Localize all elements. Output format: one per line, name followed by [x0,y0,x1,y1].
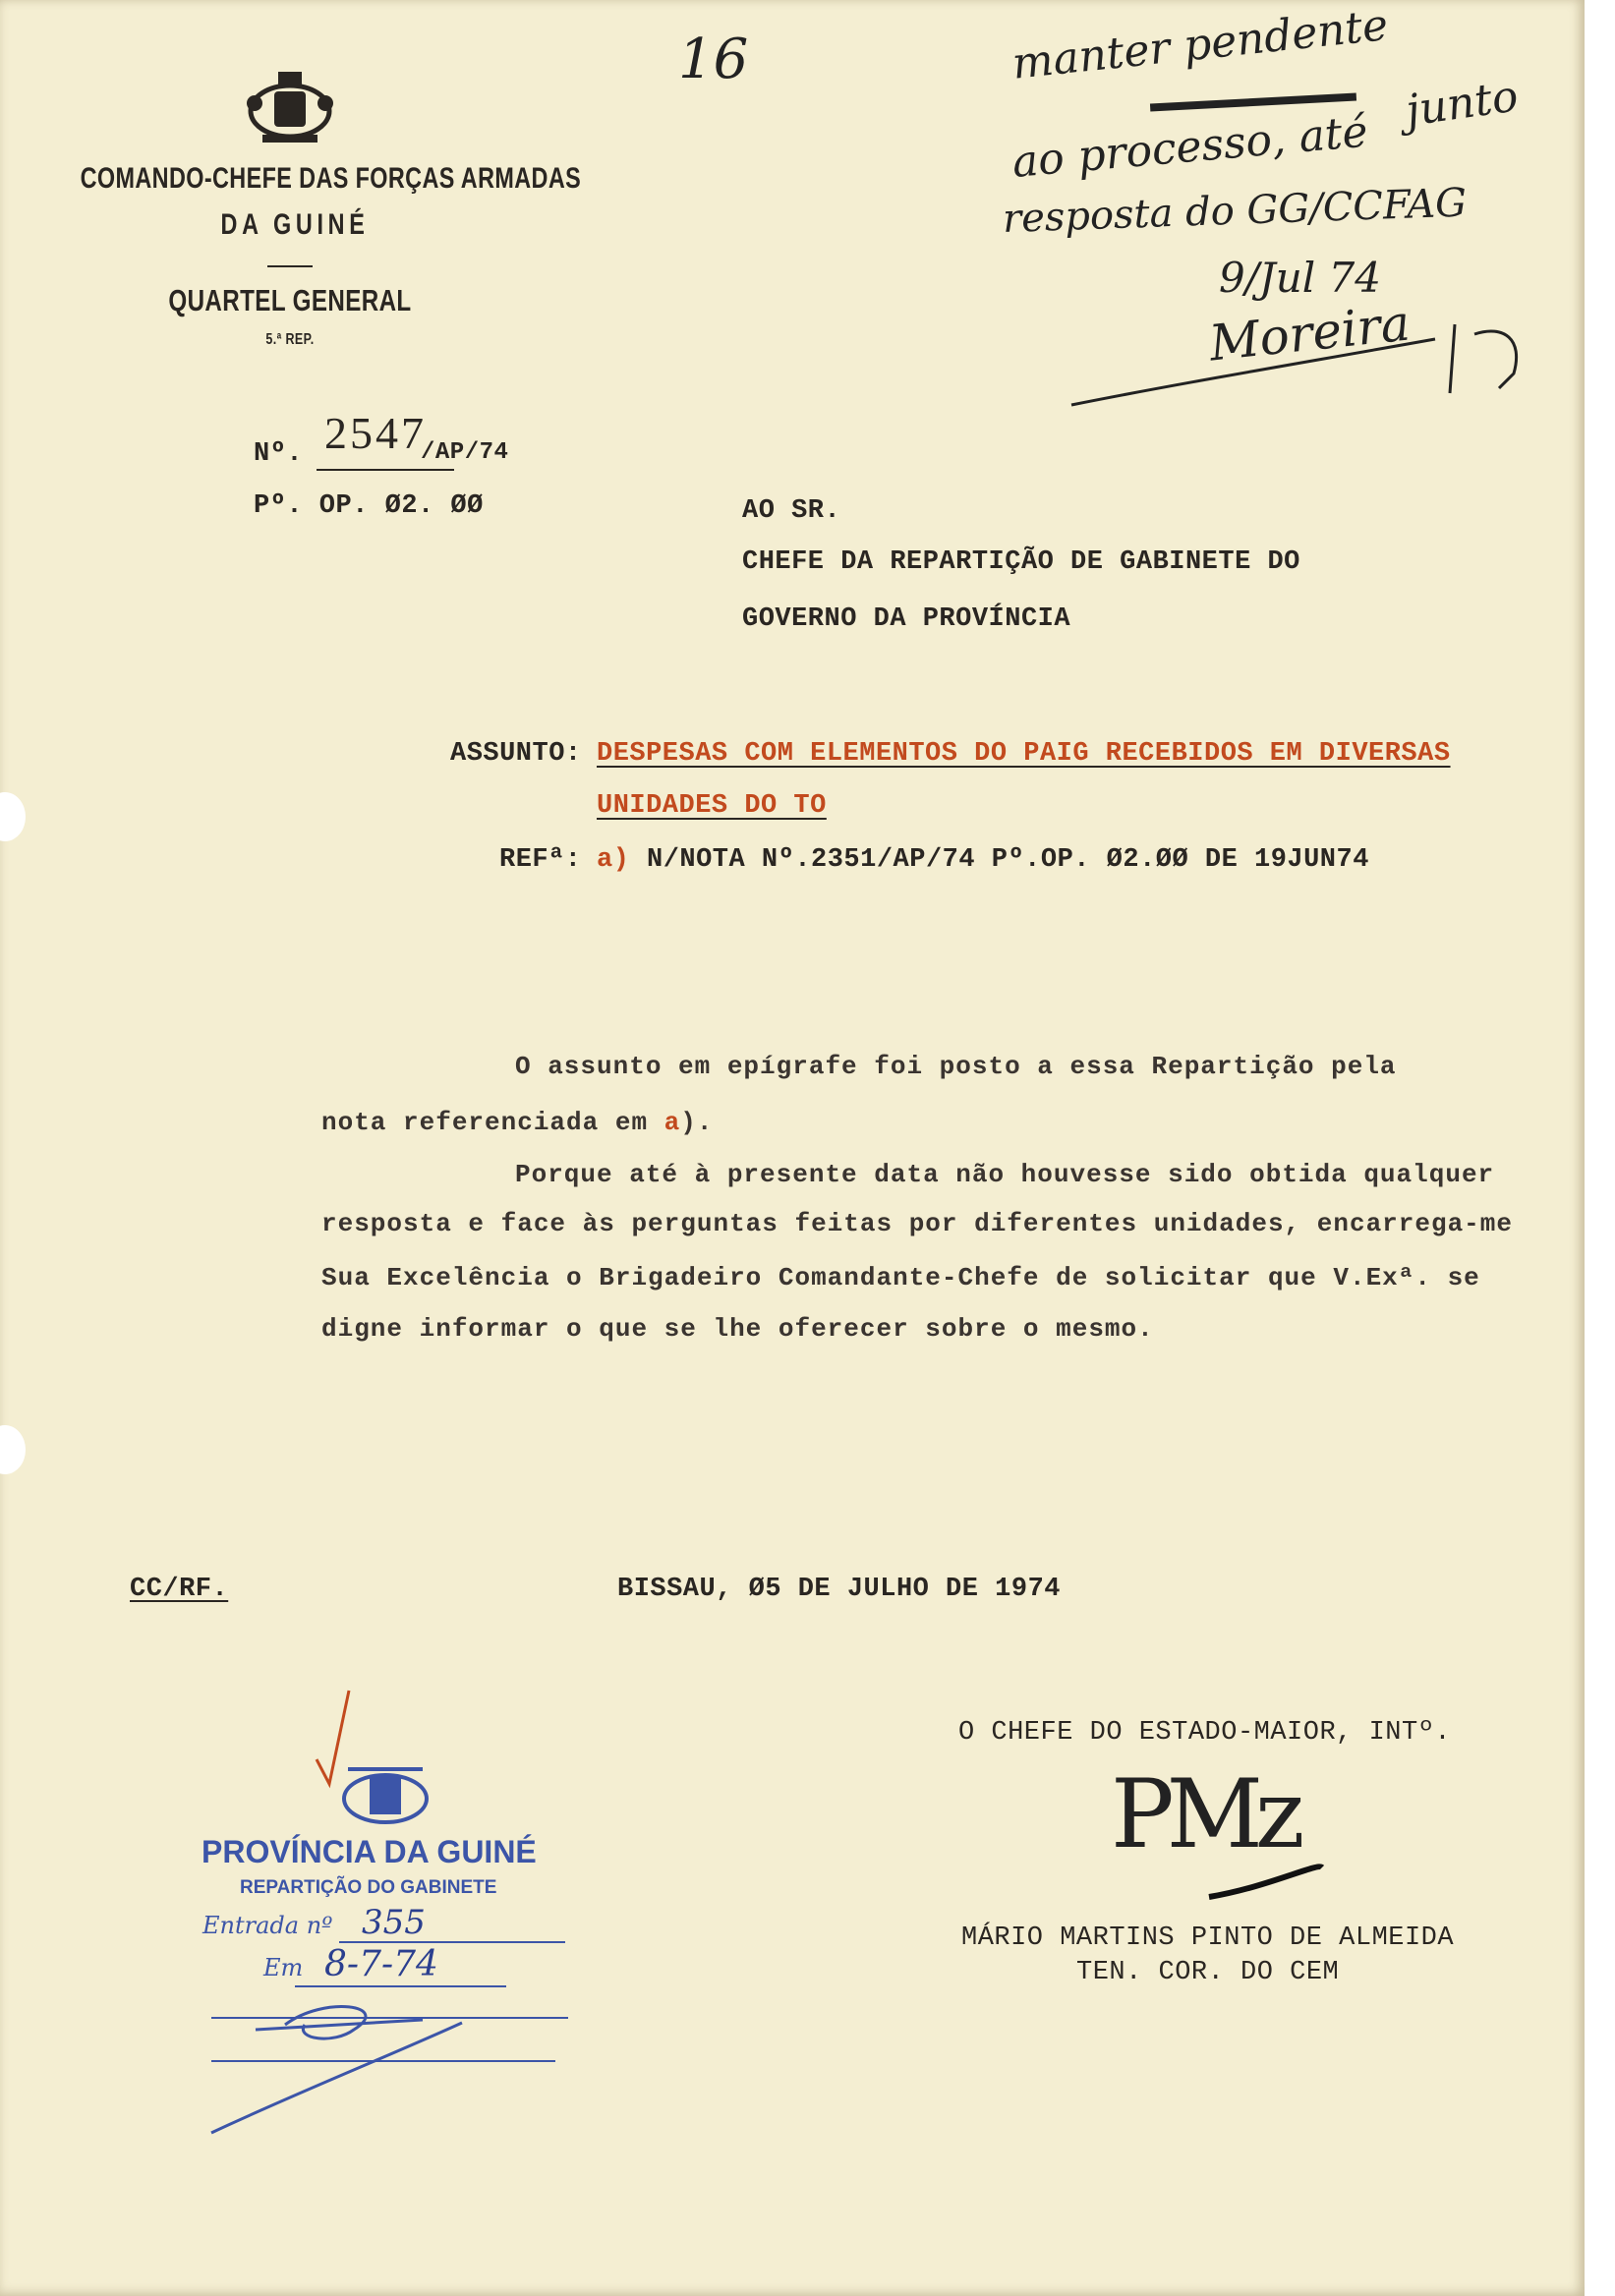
ref-marker: a) [597,845,630,875]
stamp-line2: REPARTIÇÃO DO GABINETE [240,1877,497,1898]
reference-number-label: Nº. [254,439,304,469]
body-p2-line2: resposta e face às perguntas feitas por diferentes unidades, encarrega-me [321,1209,1513,1238]
stamp-entry-number: 355 [362,1903,426,1942]
process-reference: Pº. OP. Ø2. ØØ [254,491,484,521]
body-p1-line2-text: nota referenciada em [321,1108,649,1137]
stamp-line1: PROVÍNCIA DA GUINÉ [202,1834,537,1869]
subject-line2: UNIDADES DO TO [597,791,827,821]
handwritten-note-junto: junto [1403,71,1522,137]
handwritten-note-date: 9/Jul 74 [1219,254,1381,302]
signer-signature: PMz [1111,1759,1298,1869]
header-region: DA GUINÉ [220,208,370,241]
body-p1-line2-marker: a [663,1108,681,1137]
ref-label: REFª: [499,845,582,875]
footer-copy-ref: CC/RF. [130,1575,229,1604]
recipient-line2: CHEFE DA REPARTIÇÃO DE GABINETE DO [742,547,1300,577]
body-p2-line3: Sua Excelência o Brigadeiro Comandante-Chefe de solicitar que V.Exª. se [321,1263,1480,1292]
signer-name: MÁRIO MARTINS PINTO DE ALMEIDA [961,1923,1455,1953]
reference-number-suffix: /AP/74 [421,439,509,466]
ref-text: N/NOTA Nº.2351/AP/74 Pº.OP. Ø2.ØØ DE 19JUN74 [647,845,1369,875]
subject-line1: DESPESAS COM ELEMENTOS DO PAIG RECEBIDOS EM DIVERSAS [597,739,1451,769]
handwritten-note-line1: manter pendente [1009,0,1391,89]
header-hq: QUARTEL GENERAL [168,283,412,317]
reference-number: 2547 [324,408,427,458]
header-section: 5.ª REP. [265,331,315,348]
stamp-date-value: 8-7-74 [324,1944,438,1984]
signer-rank: TEN. COR. DO CEM [1076,1958,1340,1987]
body-p1-line1: O assunto em epígrafe foi posto a essa Repartição pela [515,1052,1397,1081]
handwritten-note-line3: resposta do GG/CCFAG [1002,180,1468,242]
signer-title: O CHEFE DO ESTADO-MAIOR, INTº. [958,1718,1452,1748]
handwritten-note-line2: ao processo, até [1009,106,1370,188]
handwritten-note-signature: Moreira [1206,294,1413,373]
recipient-line1: AO SR. [742,496,841,526]
subject-label: ASSUNTO: [450,739,582,769]
header-command: COMANDO-CHEFE DAS FORÇAS ARMADAS [80,162,582,195]
handwritten-page-number: 16 [678,28,749,91]
body-p2-line4: digne informar o que se lhe oferecer sobre o mesmo. [321,1314,1154,1344]
body-p2-line1: Porque até à presente data não houvesse sido obtida qualquer [515,1160,1495,1189]
recipient-line3: GOVERNO DA PROVÍNCIA [742,604,1071,634]
stamp-entry-label: Entrada nº [202,1912,333,1939]
body-p1-line2-end: ). [680,1108,714,1137]
footer-place-date: BISSAU, Ø5 DE JULHO DE 1974 [617,1575,1061,1604]
stamp-date-label: Em [263,1954,304,1981]
